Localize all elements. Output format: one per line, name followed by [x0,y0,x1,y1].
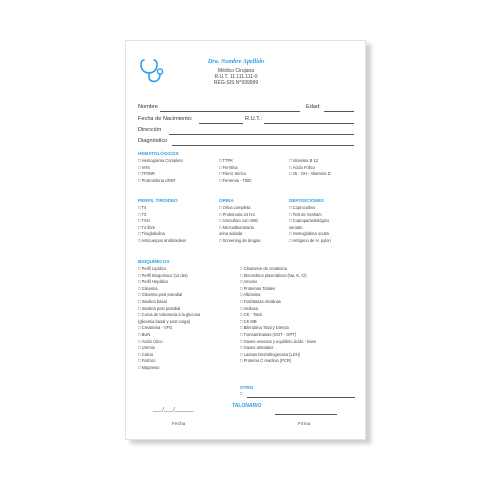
exam-checkbox-item[interactable]: □ CK MB [240,318,257,324]
exam-checkbox-item[interactable]: □ T4 libre [138,224,156,230]
exam-checkbox-item[interactable]: □ Bilirrubina Total y Directa [240,325,289,331]
edad-label: Edad: [306,104,321,110]
exam-checkbox-item[interactable]: □ Fosfatasas Alcalinas [240,298,281,304]
bioquimicos-col1 [138,266,200,372]
otro-field[interactable] [247,397,355,398]
doctor-registration: REG-SIS N°999999 [213,80,259,86]
exam-checkbox-item[interactable]: □ Proteinuria 24 hrs [219,211,255,217]
firma-label: Firma [298,422,311,427]
firma-line[interactable] [275,414,337,415]
exam-checkbox-item[interactable]: □ Vitamina B 12 [289,158,319,163]
bioquimicos-col2 [240,266,316,365]
exam-checkbox-item[interactable]: □ Amilasa [240,305,258,311]
date-field[interactable]: ___/___/______ [153,407,194,413]
exam-checkbox-item[interactable]: □ Orina completa [219,205,251,210]
prescription-sheet [125,40,366,440]
exam-checkbox-item[interactable]: □ Hemograma Completo [138,158,183,163]
exam-checkbox-item[interactable]: □ Microalbuminuria [219,224,254,230]
exam-checkbox-item[interactable]: (glicemia basal y post carga) [138,318,191,324]
nombre-label: Nombre [138,104,158,110]
exam-checkbox-item[interactable]: □ Perfil Lipídico [138,266,167,271]
brand-logo: TALONARIO [232,403,262,409]
exam-checkbox-item[interactable]: □ Protrombina c/INR [138,177,176,183]
exam-checkbox-item[interactable]: □ Tiroglobulina [138,231,165,237]
exam-checkbox-item[interactable]: □ Calcio [138,351,153,357]
exam-checkbox-item[interactable]: □ Creatinina - VFG [138,325,173,331]
nombre-field[interactable] [160,111,300,112]
deposiciones-list [289,205,331,245]
otro-checkbox[interactable]: □ [240,391,243,396]
exam-checkbox-item[interactable]: □ Ácido Fólico [289,164,315,170]
exam-checkbox-item[interactable]: □ Electrolitos plasmáticos (Na, K, Cl) [240,272,307,278]
doctor-specialty: Médico Cirujana [217,68,255,74]
exam-checkbox-item[interactable]: □ Ácido Úrico [138,338,163,344]
direccion-field[interactable] [169,134,354,135]
perfil-tiroideo-list [138,205,186,245]
exam-checkbox-item[interactable]: □ Ferremia - TIBC [219,177,252,183]
exam-checkbox-item[interactable]: □ Antígeno de H. pylori [289,237,331,243]
exam-checkbox-item[interactable]: □ Proteína C reactiva (PCR) [240,358,292,364]
exam-checkbox-item[interactable]: □ Test de Graham [289,211,322,217]
exam-checkbox-item[interactable]: □ Hemoglobina oculta [289,231,329,237]
exam-checkbox-item[interactable]: □ Insulina post prandial [138,305,181,311]
exam-checkbox-item[interactable]: □ Magnesio [138,364,160,370]
doctor-rut: R.U.T. 11.111.111-0 [214,74,258,80]
exam-checkbox-item[interactable]: orina aislada [219,231,243,237]
doctor-name: Dra. Nombre Apellido [207,58,265,65]
exam-checkbox-item[interactable]: □ Perfil Bioquímico (13 det) [138,272,188,278]
exam-checkbox-item[interactable]: □ Coproparasitológico [289,218,330,224]
orina-list [219,205,260,245]
exam-checkbox-item[interactable]: □ Coprocultivo [289,205,316,210]
section-title-bioquimicos: BIOQUÍMICOS [138,259,170,264]
section-title-perfil-tiroideo: PERFIL TIROIDEO [138,198,178,203]
hematologicos-col1 [138,158,183,184]
diagnostico-field[interactable] [172,145,354,146]
exam-checkbox-item[interactable]: □ 25 - OH - Vitamina D [289,171,331,177]
exam-checkbox-item[interactable]: □ Gases arteriales [240,345,274,351]
rut-field[interactable] [264,123,354,124]
exam-checkbox-item[interactable]: □ Lactato Deshidrogenasa (LDH) [240,351,301,357]
section-title-otro: OTRO [240,385,254,390]
diagnostico-label: Diagnóstico [138,138,168,144]
exam-checkbox-item[interactable]: □ Urocultivo con ABG [219,218,259,224]
rut-label: R.U.T.: [245,116,263,122]
exam-checkbox-item[interactable]: □ Uremia [138,345,155,351]
exam-checkbox-item[interactable]: □ VHS [138,164,151,170]
exam-checkbox-item[interactable]: □ Glicemia [138,285,158,291]
exam-checkbox-item[interactable]: □ BUN [138,331,151,337]
fecha-nacimiento-field[interactable] [199,123,243,124]
fecha-nacimiento-label: Fecha de Nacimiento: [138,116,193,122]
section-title-deposiciones: DEPOSICIONES [289,198,324,203]
edad-field[interactable] [324,111,354,112]
exam-checkbox-item[interactable]: □ Transaminasas (GOT - GPT) [240,331,297,337]
section-title-orina: ORINA [219,198,234,203]
fecha-label: Fecha [172,422,186,427]
exam-checkbox-item[interactable]: □ Insulina basal [138,298,167,304]
exam-checkbox-item[interactable]: □ Glicemia post prandial [138,292,183,298]
exam-checkbox-item[interactable]: □ T3 [138,211,147,217]
exam-checkbox-item[interactable]: □ Ferritina [219,164,238,170]
exam-checkbox-item[interactable]: □ Gases venosos y equilibrio ácido - base [240,338,316,344]
exam-checkbox-item[interactable]: □ TSH [138,218,150,224]
direccion-label: Dirección [138,127,162,133]
exam-checkbox-item[interactable]: □ Proteínas Totales [240,285,276,291]
hematologicos-col2 [219,158,252,184]
exam-checkbox-item[interactable]: seriado [289,224,303,230]
exam-checkbox-item[interactable]: □ Albúmina [240,292,261,298]
exam-checkbox-item[interactable]: □ TP/INR [138,171,155,177]
exam-checkbox-item[interactable]: □ Fierro Sérico [219,171,247,177]
exam-checkbox-item[interactable]: □ Amonio [240,279,258,285]
exam-checkbox-item[interactable]: □ Anticuerpos antitiroideos [138,237,187,243]
exam-checkbox-item[interactable]: □ TTPK [219,158,233,163]
exam-checkbox-item[interactable]: □ Curva de tolerancia a la glucosa [138,312,201,318]
exam-checkbox-item[interactable]: □ CK - Total [240,312,262,318]
exam-checkbox-item[interactable]: □ Perfil Hepático [138,279,169,285]
exam-checkbox-item[interactable]: □ Screening de drogas [219,237,261,243]
stethoscope-icon [139,57,165,85]
section-title-hematologicos: HEMATOLÓGICOS [138,151,179,156]
hematologicos-col3 [289,158,331,178]
exam-checkbox-item[interactable]: □ Clearance de creatinina [240,266,287,271]
exam-checkbox-item[interactable]: □ Fósforo [138,358,156,364]
exam-checkbox-item[interactable]: □ T4 [138,205,147,210]
